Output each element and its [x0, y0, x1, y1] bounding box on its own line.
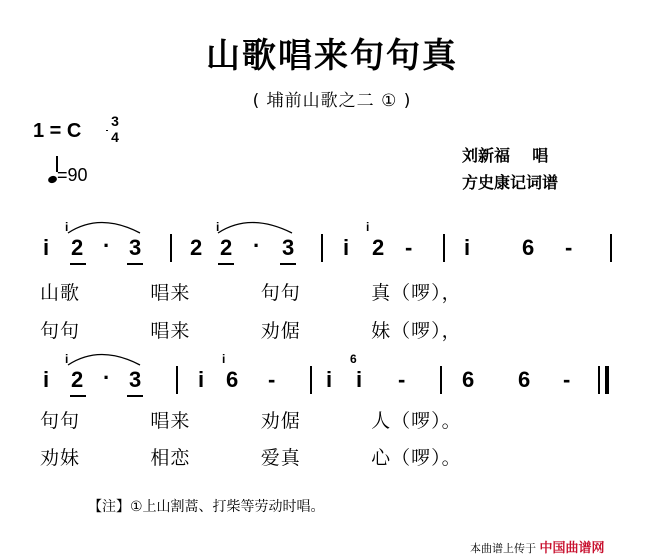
note: 3	[282, 235, 295, 260]
grace-note: 6	[350, 352, 357, 366]
dot-mark: ·	[103, 233, 111, 258]
final-bar-line-thin	[598, 366, 600, 394]
note: 6	[462, 367, 475, 392]
footnote: 【注】①上山割蒿、打柴等劳动时唱。	[88, 499, 325, 515]
grace-note: i	[222, 352, 226, 366]
grace-note: i	[216, 220, 220, 234]
underline	[218, 263, 234, 265]
note: 6	[522, 235, 535, 260]
dash-mark: -	[405, 235, 413, 260]
site-brand[interactable]: 中国曲谱网	[539, 541, 605, 556]
dot-mark: ·	[253, 233, 261, 258]
song-subtitle: ( 埔前山歌之二 ① )	[252, 91, 412, 111]
dash-mark: -	[565, 235, 573, 260]
note: i	[343, 235, 350, 260]
note: 3	[129, 235, 142, 260]
note: i	[326, 367, 333, 392]
lyrics-line-4: 劝妹 相恋 爱真 心（啰）。	[40, 447, 462, 469]
underline	[127, 263, 143, 265]
note: 2	[220, 235, 233, 260]
bar-line	[610, 234, 612, 262]
slur	[218, 223, 292, 234]
time-signature-bottom: 4	[111, 129, 119, 145]
footer-text: 本曲谱上传于	[470, 542, 536, 555]
bar-line	[310, 366, 312, 394]
grace-note: i	[366, 220, 370, 234]
note: i	[198, 367, 205, 392]
note: i	[464, 235, 471, 260]
note: i	[356, 367, 363, 392]
underline	[70, 395, 86, 397]
slur	[68, 355, 140, 366]
dash-mark: -	[268, 367, 276, 392]
bar-line	[321, 234, 323, 262]
underline	[280, 263, 296, 265]
underline	[127, 395, 143, 397]
grace-note: i	[65, 352, 69, 366]
note: 3	[129, 367, 142, 392]
dot-mark: ·	[103, 365, 111, 390]
slur	[68, 223, 140, 234]
key-signature: 1 = C	[33, 120, 82, 142]
note: 6	[226, 367, 239, 392]
note: i	[43, 235, 50, 260]
bar-line	[170, 234, 172, 262]
lyrics-line-2: 句句 唱来 劝倨 妹（啰），	[40, 320, 462, 342]
final-bar-line-thick	[605, 366, 609, 394]
time-signature-top: 3	[111, 113, 119, 129]
dash-mark: -	[398, 367, 406, 392]
underline	[70, 263, 86, 265]
note: 2	[372, 235, 385, 260]
time-signature-line	[106, 130, 108, 131]
singer-credit: 刘新福 唱	[462, 146, 549, 165]
footer	[470, 537, 605, 556]
note: 6	[518, 367, 531, 392]
song-title: 山歌唱来句句真	[206, 36, 458, 76]
tempo-value: =90	[57, 165, 88, 185]
note: 2	[71, 235, 84, 260]
lyrics-line-3: 句句 唱来 劝倨 人（啰）。	[40, 410, 462, 432]
note: 2	[71, 367, 84, 392]
note: i	[43, 367, 50, 392]
dash-mark: -	[563, 367, 571, 392]
grace-note: i	[65, 220, 69, 234]
lyrics-line-1: 山歌 唱来 句句 真（啰），	[40, 282, 462, 304]
quarter-note-stem	[56, 156, 58, 172]
recorder-credit: 方史康记词谱	[462, 173, 559, 192]
tempo-marking	[48, 165, 88, 186]
bar-line	[440, 366, 442, 394]
bar-line	[443, 234, 445, 262]
bar-line	[176, 366, 178, 394]
note: 2	[190, 235, 203, 260]
time-signature	[105, 113, 125, 145]
